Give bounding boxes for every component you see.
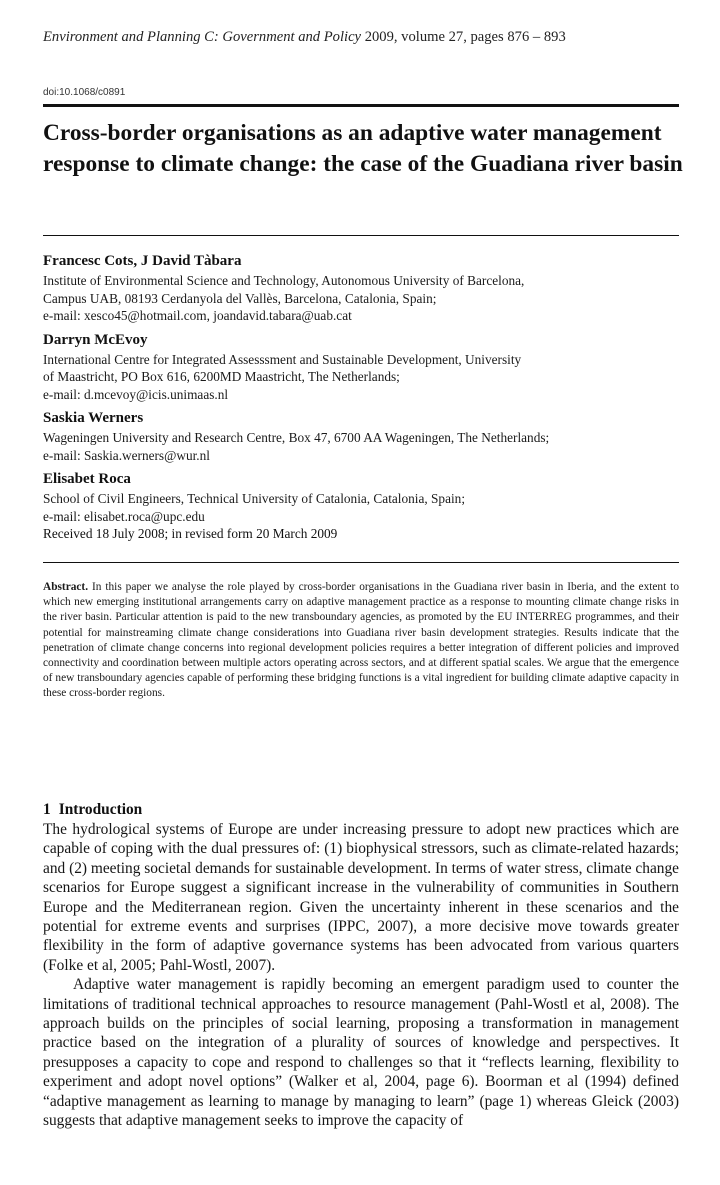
author-group bbox=[43, 251, 683, 325]
section-heading bbox=[43, 800, 142, 820]
author-name: Darryn McEvoy bbox=[43, 331, 148, 348]
introduction-body bbox=[43, 820, 679, 1131]
author-group bbox=[43, 469, 683, 525]
doi-text: doi:10.1068/c0891 bbox=[43, 87, 126, 98]
header-rule bbox=[43, 104, 679, 107]
title-rule bbox=[43, 235, 679, 236]
author-group bbox=[43, 408, 683, 464]
author-name: Francesc Cots, J David Tàbara bbox=[43, 253, 242, 269]
author-email: e-mail: xesco45@hotmail.com, joandavid.tabara@uab.cat bbox=[43, 308, 352, 323]
author-email: e-mail: elisabet.roca@upc.edu bbox=[43, 508, 205, 524]
body-paragraph: The hydrological systems of Europe are under increasing pressure to adopt new practices which are capable of coping with the dual pressures of: (1) biophysical stressors, such as climate-related hazards; and (2) meeting societal demands for sustainable development. In terms of water stress, climate change scenarios for Europe suggest a significant increase in the vulnerability of communities in Southern Europe and the Mediterranean region. Given the uncertainty inherent in these scenarios and the potential for extreme events and surprises (IPPC, 2007), a more decisive move towards greater flexibility in the form of adaptive governance systems has been advocated from various quarters (Folke et al, 2005; Pahl-Wostl, 2007). bbox=[43, 821, 679, 974]
abstract bbox=[43, 580, 679, 702]
author-group bbox=[43, 330, 683, 404]
author-name: Elisabet Roca bbox=[43, 471, 131, 487]
affiliation-line: of Maastricht, PO Box 616, 6200MD Maastricht, The Netherlands; bbox=[43, 369, 400, 384]
section-number: 1 bbox=[43, 801, 51, 818]
received-date: Received 18 July 2008; in revised form 20 March 2009 bbox=[43, 526, 338, 541]
affiliation-line: Institute of Environmental Science and Technology, Autonomous University of Barcelona, bbox=[43, 273, 525, 288]
journal-name: Environment and Planning C: Government and Policy bbox=[43, 29, 362, 45]
journal-header bbox=[43, 28, 683, 46]
journal-citation: 2009, volume 27, pages 876 – 893 bbox=[364, 29, 566, 45]
affiliation-line: Campus UAB, 08193 Cerdanyola del Vallès, Barcelona, Catalonia, Spain; bbox=[43, 290, 437, 306]
author-email: e-mail: d.mcevoy@icis.unimaas.nl bbox=[43, 386, 229, 402]
affiliation-line: International Centre for Integrated Assesssment and Sustainable Development, University bbox=[43, 351, 522, 367]
author-name: Saskia Werners bbox=[43, 410, 144, 426]
abstract-label: Abstract. bbox=[43, 581, 89, 593]
article-title: Cross-border organisations as an adaptive water management response to climate change: the case of the Guadiana river basin bbox=[43, 120, 683, 177]
abstract-text: In this paper we analyse the role played by cross-border organisations in the Guadiana river basin in Iberia, and the extent to which new emerging institutional arrangements carry on adaptive management practice as a response to mounting climate change risks in the river basin. Particular attention is paid to the new transboundary agencies, as promoted by the EU INTERREG programmes, and their potential for mainstreaming climate change considerations into Guadiana river basin development strategies. Results indicate that the penetration of climate change concerns into regional development policies requires a better integration of different policies and improved connectivity and coordination between multiple actors operating across sectors, and at different spatial scales. We argue that the emergence of new transboundary agencies capable of performing these bridging functions is a vital ingredient for building climate adaptive capacity in these cross-border regions. bbox=[43, 581, 679, 700]
affiliation-line: School of Civil Engineers, Technical University of Catalonia, Catalonia, Spain; bbox=[43, 491, 466, 506]
body-paragraph: Adaptive water management is rapidly becoming an emergent paradigm used to counter the limitations of traditional technical approaches to resource management (Pahl-Wostl et al, 2008). The approach builds on the principles of social learning, proposing a transformation in management practice based on the integration of a plurality of sources of knowledge and perspectives. It presupposes a capacity to cope and respond to challenges so that it “reflects learning, flexibility to experiment and adopt novel options” (Walker et al, 2004, page 6). Boorman et al (1994) defined “adaptive management as learning to manage by managing to learn” (page 1) whereas Gleick (2003) suggests that adaptive management seeks to improve the capacity of bbox=[43, 976, 679, 1130]
affiliation-line: Wageningen University and Research Centre, Box 47, 6700 AA Wageningen, The Netherlands; bbox=[43, 430, 550, 445]
author-block bbox=[43, 251, 683, 543]
abstract-rule bbox=[43, 562, 679, 563]
author-email: e-mail: Saskia.werners@wur.nl bbox=[43, 447, 210, 463]
section-title: Introduction bbox=[58, 801, 143, 818]
